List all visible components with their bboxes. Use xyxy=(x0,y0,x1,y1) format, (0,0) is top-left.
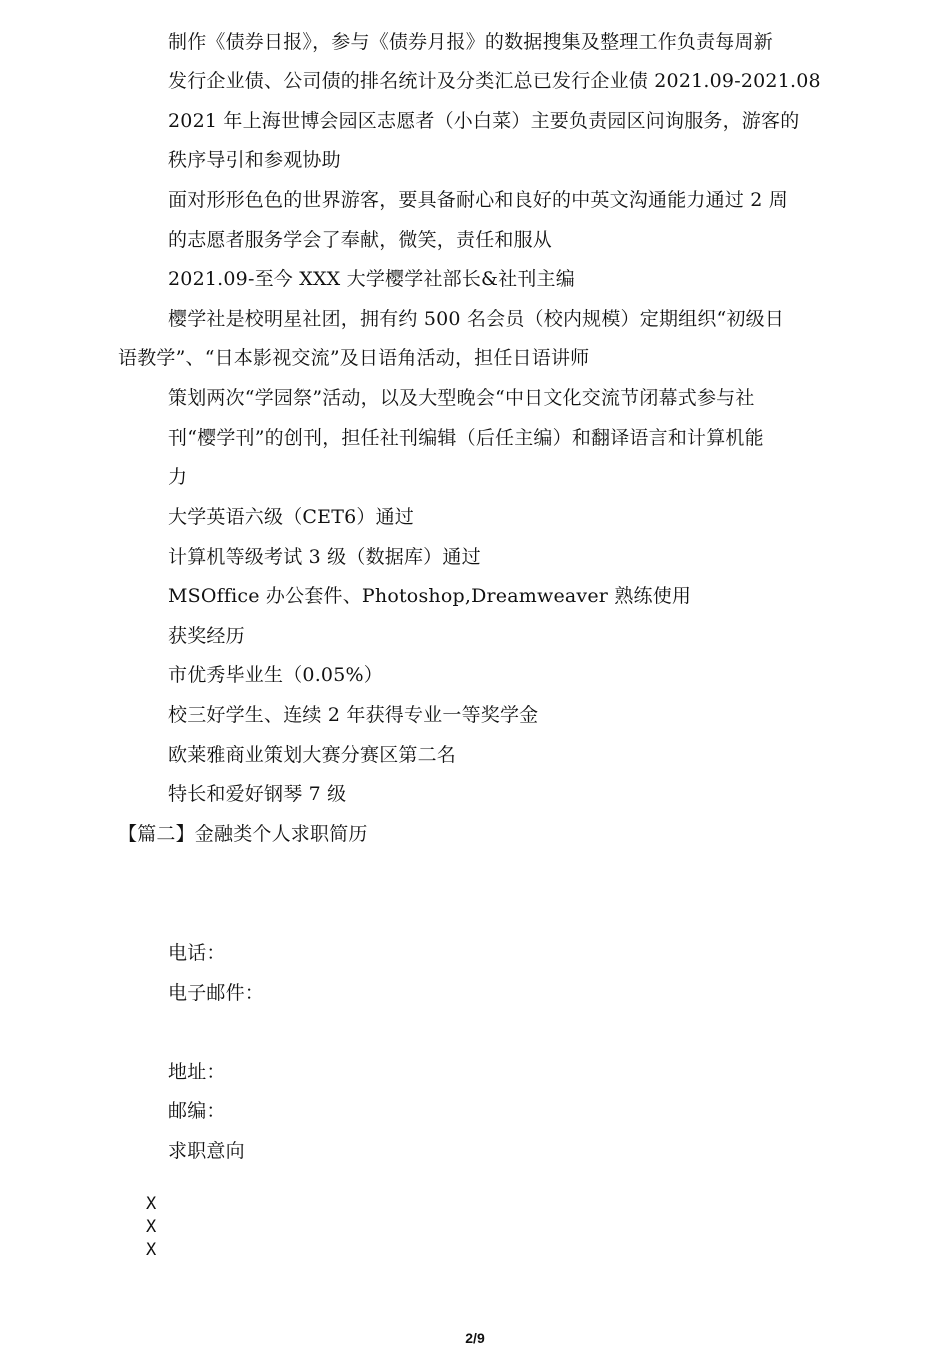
text-line: 策划两次“学园祭”活动，以及大型晚会“中日文化交流节闭幕式参与社 xyxy=(168,387,755,409)
text-line: 欧莱雅商业策划大赛分赛区第二名 xyxy=(168,744,457,766)
article-title: 【篇二】金融类个人求职简历 xyxy=(118,823,368,845)
text-line: 特长和爱好钢琴 7 级 xyxy=(168,783,347,805)
text-line: 语教学”、“日本影视交流”及日语角活动，担任日语讲师 xyxy=(118,347,590,369)
text-line: 的志愿者服务学会了奉献，微笑，责任和服从 xyxy=(168,229,553,251)
text-line: 面对形形色色的世界游客，要具备耐心和良好的中英文沟通能力通过 2 周 xyxy=(168,189,788,211)
text-line: 樱学社是校明星社团，拥有约 500 名会员（校内规模）定期组织“初级日 xyxy=(168,308,785,330)
text-line: 秩序导引和参观协助 xyxy=(168,149,341,171)
placeholder-mark: X xyxy=(146,1240,157,1260)
text-line: 2021.09-至今 XXX 大学樱学社部长&社刊主编 xyxy=(168,268,575,290)
text-line: 刊“樱学刊”的创刊，担任社刊编辑（后任主编）和翻译语言和计算机能 xyxy=(168,427,764,449)
page-number: 2/9 xyxy=(465,1330,485,1346)
text-line: MSOffice 办公套件、Photoshop,Dreamweaver 熟练使用 xyxy=(168,585,692,607)
text-line: 大学英语六级（CET6）通过 xyxy=(168,506,414,528)
text-line: 2021 年上海世博会园区志愿者（小白菜）主要负责园区问询服务，游客的 xyxy=(168,110,800,132)
text-line: 制作《债券日报》，参与《债券月报》的数据搜集及整理工作负责每周新 xyxy=(168,31,773,53)
job-intent-label: 求职意向 xyxy=(168,1140,245,1162)
text-line: 力 xyxy=(168,466,188,488)
text-line: 市优秀毕业生（0.05%） xyxy=(168,664,383,686)
phone-label: 电话： xyxy=(168,942,226,964)
address-label: 地址： xyxy=(168,1061,226,1083)
text-line: 发行企业债、公司债的排名统计及分类汇总已发行企业债 2021.09-2021.08 xyxy=(168,70,821,92)
placeholder-mark: X xyxy=(146,1194,157,1214)
placeholder-mark: X xyxy=(146,1217,157,1237)
text-line: 计算机等级考试 3 级（数据库）通过 xyxy=(168,546,481,568)
section-heading: 获奖经历 xyxy=(168,625,245,647)
email-label: 电子邮件： xyxy=(168,982,265,1004)
postcode-label: 邮编： xyxy=(168,1100,226,1122)
text-line: 校三好学生、连续 2 年获得专业一等奖学金 xyxy=(168,704,539,726)
